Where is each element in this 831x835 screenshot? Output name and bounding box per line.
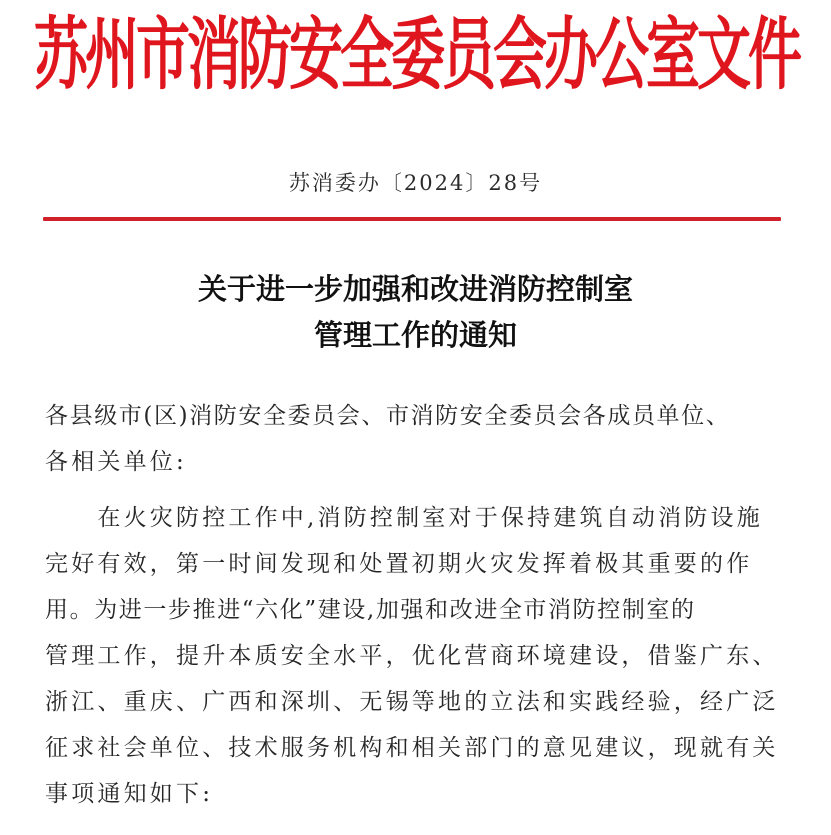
issuer-char: 会 bbox=[493, 7, 546, 101]
issuer-char: 件 bbox=[748, 7, 801, 101]
issuer-char: 州 bbox=[85, 7, 138, 101]
red-divider-rule bbox=[43, 217, 781, 221]
paragraph-line: 完好有效，第一时间发现和处置初期火灾发挥着极其重要的作 bbox=[45, 551, 753, 577]
issuer-char: 防 bbox=[238, 7, 291, 101]
issuer-header bbox=[34, 0, 801, 124]
paragraph-line: 征求社会单位、技术服务机构和相关部门的意见建议，现就有关 bbox=[45, 735, 779, 761]
addressee-line: 各相关单位: bbox=[45, 449, 187, 475]
issuer-char: 消 bbox=[187, 7, 240, 101]
issuer-char: 市 bbox=[136, 7, 189, 101]
issuer-char: 办 bbox=[544, 7, 597, 101]
issuer-char: 室 bbox=[646, 7, 699, 101]
paragraph-line: 在火灾防控工作中,消防控制室对于保持建筑自动消防设施 bbox=[45, 505, 763, 531]
document-number: 苏消委办〔2024〕28号 bbox=[288, 171, 543, 195]
document-title bbox=[0, 266, 831, 358]
issuer-char: 文 bbox=[697, 7, 750, 101]
issuer-char: 员 bbox=[442, 7, 495, 101]
issuer-char: 安 bbox=[289, 7, 342, 101]
issuer-char: 苏 bbox=[34, 7, 87, 101]
issuer-char: 公 bbox=[595, 7, 648, 101]
issuer-char: 委 bbox=[391, 7, 444, 101]
paragraph-gap bbox=[45, 485, 790, 495]
title-line-1: 关于进一步加强和改进消防控制室 bbox=[197, 272, 633, 306]
paragraph-line: 管理工作，提升本质安全水平，优化营商环境建设，借鉴广东、 bbox=[45, 643, 779, 669]
document-body bbox=[45, 393, 790, 817]
addressee-line: 各县级市(区)消防安全委员会、市消防安全委员会各成员单位、 bbox=[45, 403, 731, 429]
paragraph-line: 事项通知如下: bbox=[45, 781, 214, 807]
title-line-2: 管理工作的通知 bbox=[313, 318, 517, 352]
paragraph-line: 用。为进一步推进“六化”建设,加强和改进全市消防控制室的 bbox=[45, 597, 696, 623]
issuer-char: 全 bbox=[340, 7, 393, 101]
paragraph-line: 浙江、重庆、广西和深圳、无锡等地的立法和实践经验，经广泛 bbox=[45, 689, 779, 715]
